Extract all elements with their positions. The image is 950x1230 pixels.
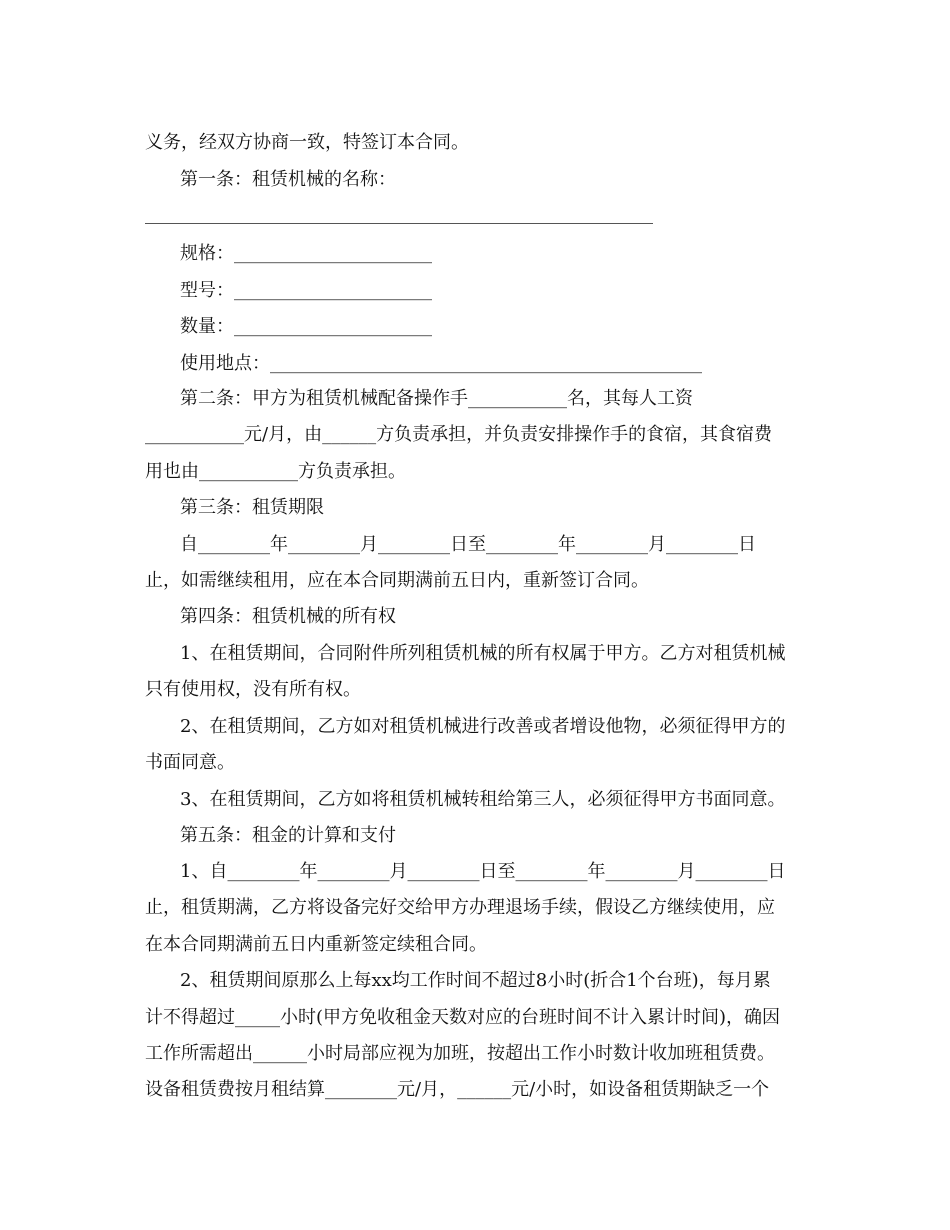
article-5-heading: 第五条：租金的计算和支付	[180, 825, 396, 846]
text-line: 书面同意。	[145, 752, 235, 773]
text-line: 1、在租赁期间，合同附件所列租赁机械的所有权属于甲方。乙方对租赁机械	[180, 643, 786, 664]
text-line: 用也由___________方负责承担。	[145, 461, 406, 482]
text-line: 自________年________月________日至________年________月________日	[180, 534, 756, 555]
spec-field: 规格：______________________	[180, 243, 432, 264]
text-line: 2、在租赁期间，乙方如对租赁机械进行改善或者增设他物，必须征得甲方的	[180, 716, 786, 737]
text-line: 止，租赁期满，乙方将设备完好交给甲方办理退场手续，假设乙方继续使用，应	[145, 897, 775, 918]
text-line: 设备租赁费按月租结算________元/月，______元/小时，如设备租赁期缺乏一个	[145, 1079, 770, 1100]
blank-underline	[145, 223, 653, 224]
location-field: 使用地点：________________________________________________	[180, 353, 702, 374]
text-line: 只有使用权，没有所有权。	[145, 679, 361, 700]
text-line: ___________元/月，由______方负责承担，并负责安排操作手的食宿，其食宿费	[145, 424, 773, 445]
text-line: 2、租赁期间原那么上每xx均工作时间不超过8小时(折合1个台班)，每月累	[180, 970, 771, 991]
text-line: 在本合同期满前五日内重新签定续租合同。	[145, 934, 487, 955]
article-4-heading: 第四条：租赁机械的所有权	[180, 606, 396, 627]
text-line: 工作所需超出______小时局部应视为加班，按超出工作小时数计收加班租赁费。	[145, 1043, 775, 1064]
quantity-field: 数量：______________________	[180, 316, 432, 337]
model-field: 型号：______________________	[180, 280, 432, 301]
article-1-heading: 第一条：租赁机械的名称：	[180, 169, 396, 190]
text-line: 计不得超过_____小时(甲方免收租金天数对应的台班时间不计入累计时间)，确因	[145, 1007, 781, 1028]
text-line: 3、在租赁期间，乙方如将租赁机械转租给第三人，必须征得甲方书面同意。	[180, 789, 786, 810]
text-line: 止，如需继续租用，应在本合同期满前五日内，重新签订合同。	[145, 570, 649, 591]
article-3-heading: 第三条：租赁期限	[180, 497, 324, 518]
text-line: 1、自________年________月________日至________年________月________日	[180, 861, 786, 882]
text-line: 义务，经双方协商一致，特签订本合同。	[145, 132, 469, 153]
article-2-text: 第二条：甲方为租赁机械配备操作手___________名，其每人工资	[180, 388, 693, 409]
